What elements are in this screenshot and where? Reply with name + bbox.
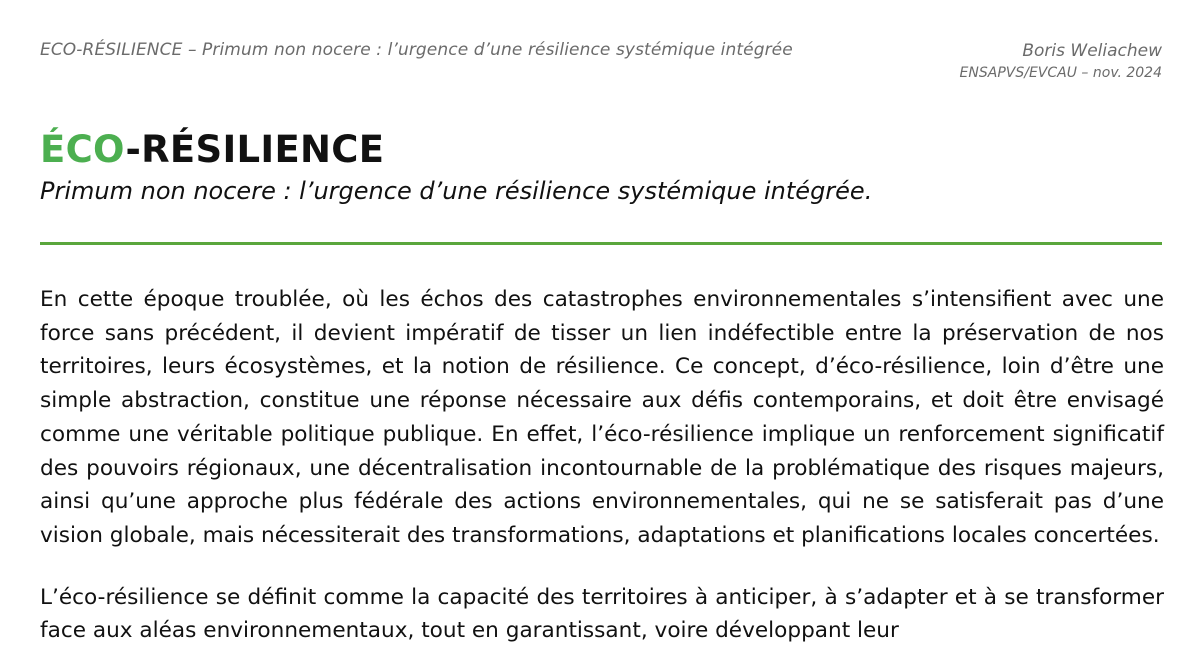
author-block xyxy=(960,40,1162,84)
running-header xyxy=(40,40,1162,90)
document-subtitle: Primum non nocere : l’urgence d’une résilience systémique intégrée. xyxy=(40,177,873,205)
title-block xyxy=(40,128,1162,206)
paragraph-1: En cette époque troublée, où les échos des catastrophes environnementales s’intensifient avec une force sans précédent, il devient impératif de tisser un lien indéfectible entre la préservation de nos territoires, leurs écosystèmes, et la notion de résilience. Ce concept, d’éco-résilience, loin d’être une simple abstraction, constitue une réponse nécessaire aux défis contemporains, et doit être envisagé comme une véritable politique publique. En effet, l’éco-résilience implique un renforcement significatif des pouvoirs régionaux, une décentralisation incontournable de la problématique des risques majeurs, ainsi qu’une approche plus fédérale des actions environnementales, qui ne se satisferait pas d’une vision globale, mais nécessiterait des transformations, adaptations et planifications locales concertées. xyxy=(40,287,1164,548)
author-affiliation: ENSAPVS/EVCAU – nov. 2024 xyxy=(959,65,1162,81)
document-title xyxy=(40,128,1162,172)
title-accent: ÉCO xyxy=(40,128,126,171)
body-text xyxy=(40,283,1164,670)
title-divider xyxy=(40,242,1162,245)
author-name: Boris Weliachew xyxy=(1022,41,1162,61)
running-title: ECO-RÉSILIENCE – Primum non nocere : l’urgence d’une résilience systémique intégrée xyxy=(40,40,793,60)
paragraph-2: L’éco-résilience se définit comme la capacité des territoires à anticiper, à s’adapter et à se transformer face aux aléas environnementaux, tout en garantissant, voire développant leur xyxy=(40,584,1164,644)
title-rest: -RÉSILIENCE xyxy=(125,128,385,171)
